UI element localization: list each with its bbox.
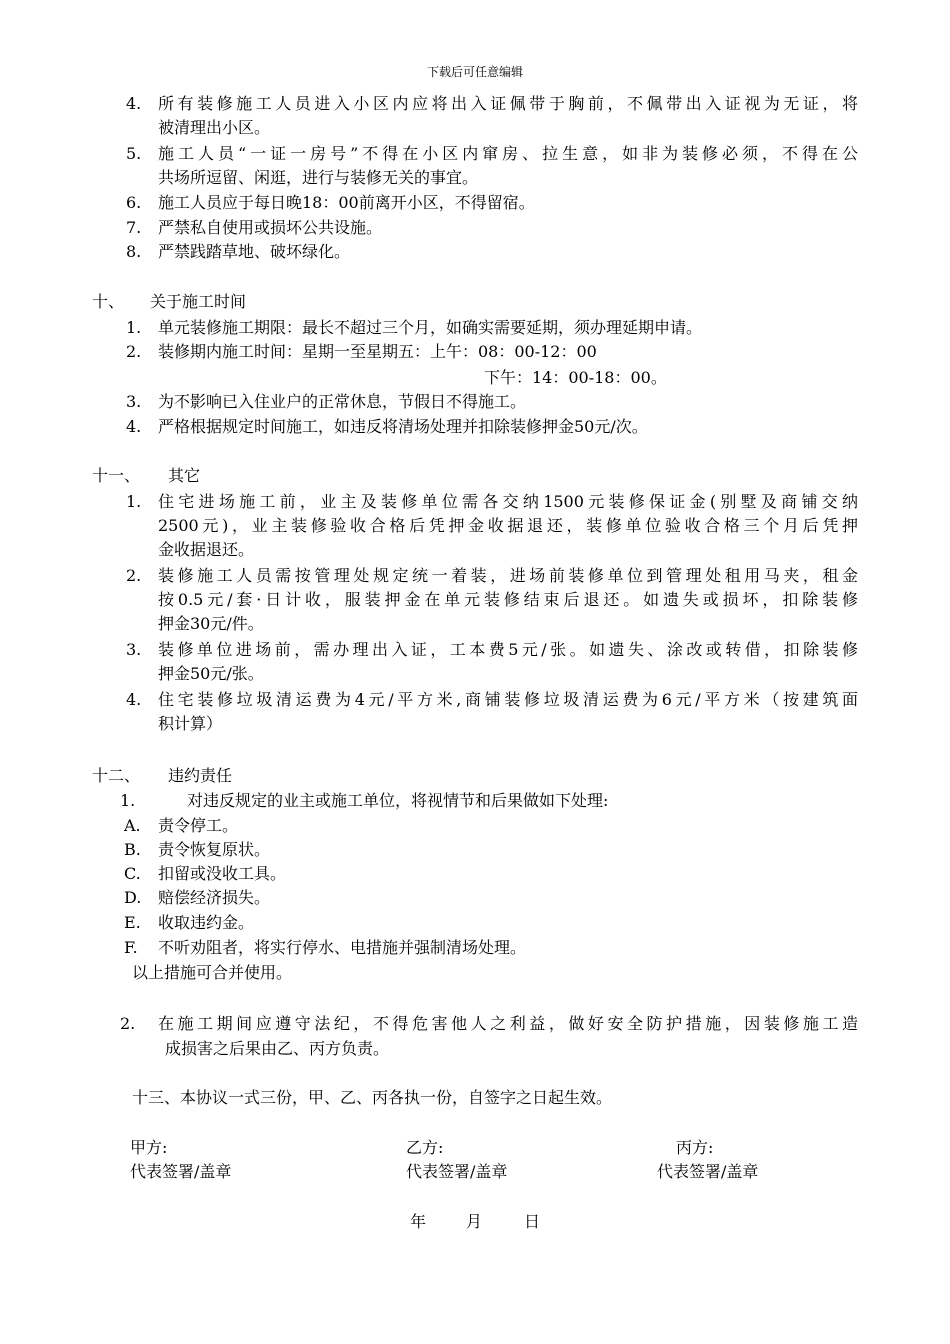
section-title: 其它: [168, 466, 201, 485]
sub-item-letter: D.: [124, 888, 142, 907]
section-number: 十一、: [92, 466, 141, 485]
measures-note: 以上措施可合并使用。: [132, 963, 293, 982]
list-item-text: 金收据退还。: [158, 540, 255, 559]
party-b-sign-label: 代表签署/盖章: [406, 1162, 508, 1181]
date-month: 月: [466, 1212, 483, 1231]
sub-item-text: 不听劝阻者，将实行停水、电措施并强制清场处理。: [158, 938, 527, 957]
sub-item-text: 责令恢复原状。: [158, 840, 271, 859]
sub-item-letter: A.: [124, 816, 141, 835]
list-item-text: 装修期内施工时间：星期一至星期五：上午：08：00-12：00: [158, 342, 597, 361]
list-number: 3.: [126, 392, 142, 411]
sub-item-letter: B.: [124, 840, 141, 859]
sub-item-letter: C.: [124, 864, 141, 883]
list-number: 1.: [120, 791, 136, 810]
list-number: 8.: [126, 242, 142, 261]
list-item-text: 所有装修施工人员进入小区内应将出入证佩带于胸前，不佩带出入证视为无证，将: [158, 94, 858, 113]
list-item-text: 施工人员应于每日晚18：00前离开小区，不得留宿。: [158, 193, 535, 212]
list-item-text: 共场所逗留、闲逛，进行与装修无关的事宜。: [158, 168, 479, 187]
page-header: 下载后可任意编辑: [426, 65, 523, 79]
list-item-text: 住宅进场施工前，业主及装修单位需各交纳1500元装修保证金(别墅及商铺交纳: [158, 492, 858, 511]
section-number: 十二、: [92, 766, 141, 785]
list-item-text: 下午：14：00-18：00。: [484, 368, 667, 387]
list-number: 1.: [126, 492, 142, 511]
sub-item-letter: F.: [124, 938, 138, 957]
list-item-text: 押金50元/张。: [158, 664, 264, 683]
sub-item-text: 责令停工。: [158, 816, 239, 835]
list-number: 2.: [126, 342, 142, 361]
list-item-text: 严禁私自使用或损坏公共设施。: [158, 218, 383, 237]
list-item-text: 住宅装修垃圾清运费为4元/平方米,商铺装修垃圾清运费为6元/平方米（按建筑面: [158, 690, 858, 709]
sub-item-text: 扣留或没收工具。: [158, 864, 287, 883]
party-a-sign-label: 代表签署/盖章: [130, 1162, 232, 1181]
sub-item-text: 收取违约金。: [158, 913, 255, 932]
list-item-text: 在施工期间应遵守法纪，不得危害他人之利益，做好安全防护措施，因装修施工造: [158, 1014, 858, 1033]
list-item-text: 严禁践踏草地、破坏绿化。: [158, 242, 351, 261]
list-number: 4.: [126, 417, 142, 436]
party-c-label: 丙方:: [676, 1138, 714, 1157]
list-number: 1.: [126, 318, 142, 337]
date-year: 年: [410, 1212, 427, 1231]
list-number: 4.: [126, 690, 142, 709]
party-b-label: 乙方:: [406, 1138, 444, 1157]
list-item-text: 装修单位进场前，需办理出入证，工本费5元/张。如遗失、涂改或转借，扣除装修: [158, 640, 858, 659]
list-item-text: 装修施工人员需按管理处规定统一着装，进场前装修单位到管理处租用马夹，租金: [158, 566, 858, 585]
list-item-text: 对违反规定的业主或施工单位，将视情节和后果做如下处理:: [187, 791, 609, 810]
party-a-label: 甲方:: [130, 1138, 168, 1157]
section-title: 关于施工时间: [150, 292, 247, 311]
list-number: 6.: [126, 193, 142, 212]
list-number: 4.: [126, 94, 142, 113]
sub-item-letter: E.: [124, 913, 141, 932]
date-day: 日: [524, 1212, 541, 1231]
list-number: 2.: [120, 1014, 136, 1033]
list-item-text: 为不影响已入住业户的正常休息，节假日不得施工。: [158, 392, 527, 411]
section-13-text: 十三、本协议一式三份，甲、乙、丙各执一份，自签字之日起生效。: [132, 1088, 613, 1107]
list-item-text: 严格根据规定时间施工，如违反将清场处理并扣除装修押金50元/次。: [158, 417, 648, 436]
list-item-text: 按0.5元/套·日计收，服装押金在单元装修结束后退还。如遗失或损坏，扣除装修: [158, 590, 858, 609]
party-c-sign-label: 代表签署/盖章: [657, 1162, 759, 1181]
sub-item-text: 赔偿经济损失。: [158, 888, 271, 907]
list-item-text: 积计算）: [158, 714, 223, 733]
list-item-text: 单元装修施工期限：最长不超过三个月，如确实需要延期，须办理延期申请。: [158, 318, 703, 337]
list-item-text: 成损害之后果由乙、丙方负责。: [165, 1039, 390, 1058]
list-item-text: 被清理出小区。: [158, 118, 271, 137]
list-item-text: 2500元)，业主装修验收合格后凭押金收据退还，装修单位验收合格三个月后凭押: [158, 516, 858, 535]
list-number: 3.: [126, 640, 142, 659]
section-title: 违约责任: [168, 766, 233, 785]
list-number: 2.: [126, 566, 142, 585]
list-item-text: 押金30元/件。: [158, 614, 264, 633]
list-item-text: 施工人员“一证一房号”不得在小区内窜房、拉生意，如非为装修必须，不得在公: [158, 144, 858, 163]
section-number: 十、: [92, 292, 125, 311]
list-number: 5.: [126, 144, 142, 163]
list-number: 7.: [126, 218, 142, 237]
